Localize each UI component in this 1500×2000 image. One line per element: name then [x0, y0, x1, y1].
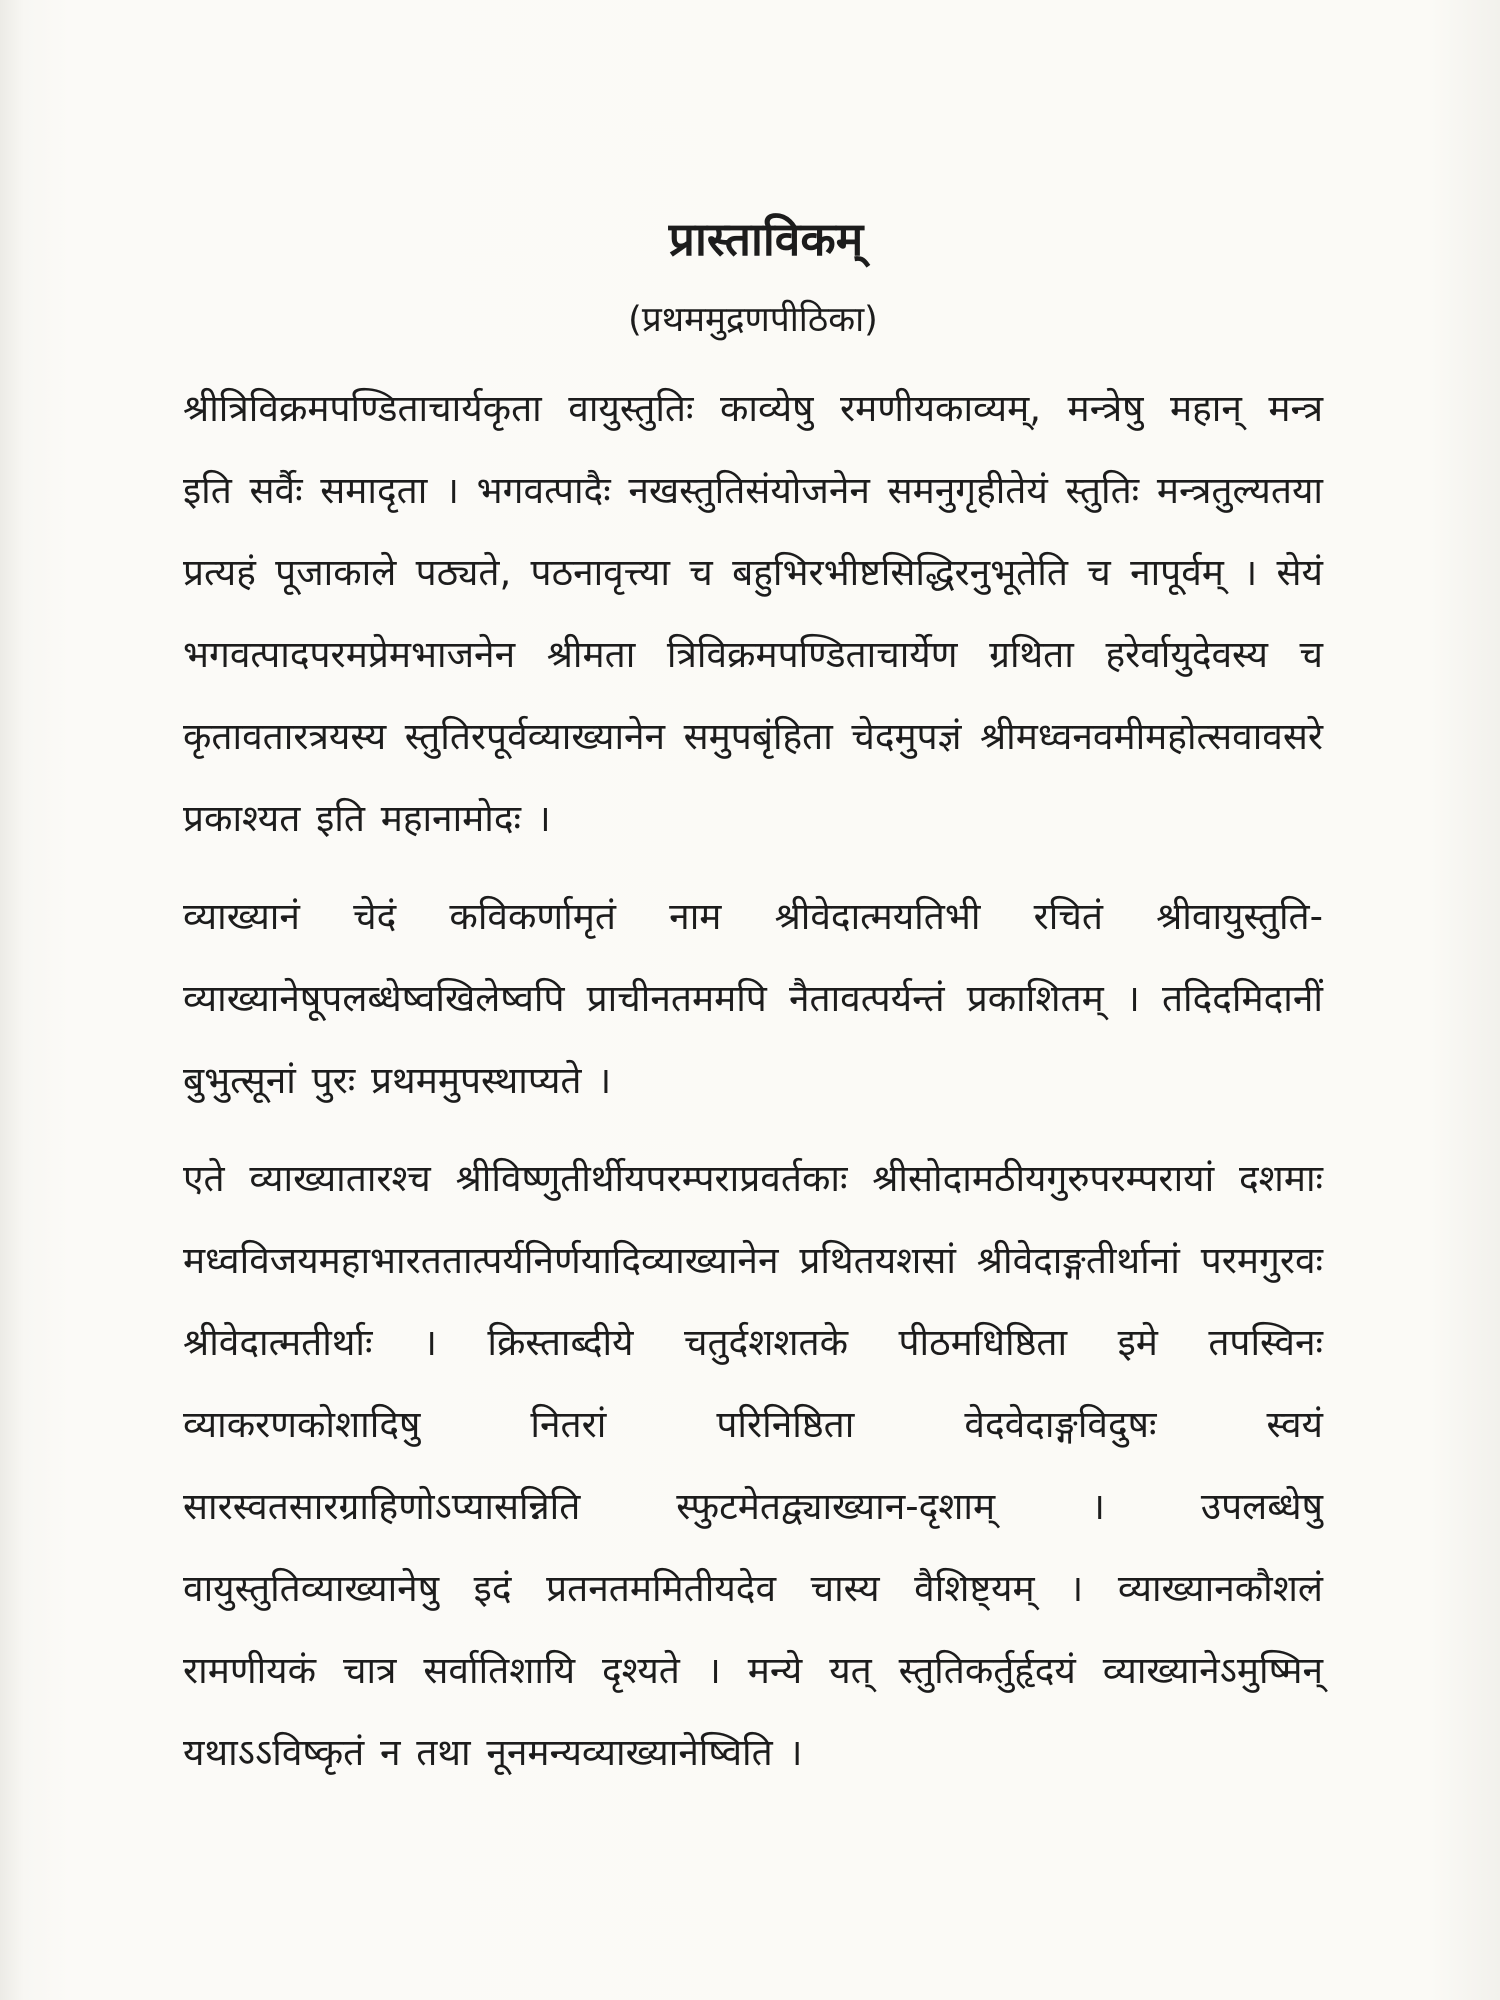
- paragraph-1: श्रीत्रिविक्रमपण्डिताचार्यकृता वायुस्तुतिः काव्येषु रमणीयकाव्यम्, मन्त्रेषु महान् मन्त्र इति सर्वैः समादृता । भगवत्पादैः नखस्तुतिसंयोजनेन समनुगृहीतेयं स्तुतिः मन्त्रतुल्यतया प्रत्यहं पूजाकाले पठ्यते, पठनावृत्त्या च बहुभिरभीष्टसिद्धिरनुभूतेति च नापूर्वम् । सेयं भगवत्पादपरमप्रेमभाजनेन श्रीमता त्रिविक्रमपण्डिताचार्येण ग्रथिता हरेर्वायुदेवस्य च कृतावतारत्रयस्य स्तुतिरपूर्वव्याख्यानेन समुपबृंहिता चेदमुपज्ञं श्रीमध्वनवमीमहोत्सवावसरे प्रकाश्यत इति महानामोदः ।: [183, 387, 1323, 840]
- page-subtitle: (प्रथममुद्रणपीठिका): [628, 300, 878, 340]
- page-content: [183, 208, 1323, 1794]
- paragraph-2: व्याख्यानं चेदं कविकर्णामृतं नाम श्रीवेदात्मयतिभी रचितं श्रीवायुस्तुति-व्याख्यानेषूपलब्धेष्वखिलेष्वपि प्राचीनतममपि नैतावत्पर्यन्तं प्रकाशितम् । तदिदमिदानीं बुभुत्सूनां पुरः प्रथममुपस्थाप्यते ।: [183, 895, 1323, 1102]
- page-title: प्रास्ताविकम्: [668, 212, 864, 266]
- paragraph-3: एते व्याख्यातारश्च श्रीविष्णुतीर्थीयपरम्पराप्रवर्तकाः श्रीसोदामठीयगुरुपरम्परायां दशमाः मध्वविजयमहाभारततात्पर्यनिर्णयादिव्याख्यानेन प्रथितयशसां श्रीवेदाङ्गतीर्थानां परमगुरवः श्रीवेदात्मतीर्थाः । क्रिस्ताब्दीये चतुर्दशशतके पीठमधिष्ठिता इमे तपस्विनः व्याकरणकोशादिषु नितरां परिनिष्ठिता वेदवेदाङ्गविदुषः स्वयं सारस्वतसारग्राहिणोऽप्यासन्निति स्फुटमेतद्व्याख्यान-दृशाम् । उपलब्धेषु वायुस्तुतिव्याख्यानेषु इदं प्रतनतममितीयदेव चास्य वैशिष्ट्यम् । व्याख्यानकौशलं रामणीयकं चात्र सर्वातिशायि दृश्यते । मन्ये यत् स्तुतिकर्तुर्हृदयं व्याख्यानेऽमुष्मिन् यथाऽऽविष्कृतं न तथा नूनमन्यव्याख्यानेष्विति ।: [183, 1157, 1323, 1774]
